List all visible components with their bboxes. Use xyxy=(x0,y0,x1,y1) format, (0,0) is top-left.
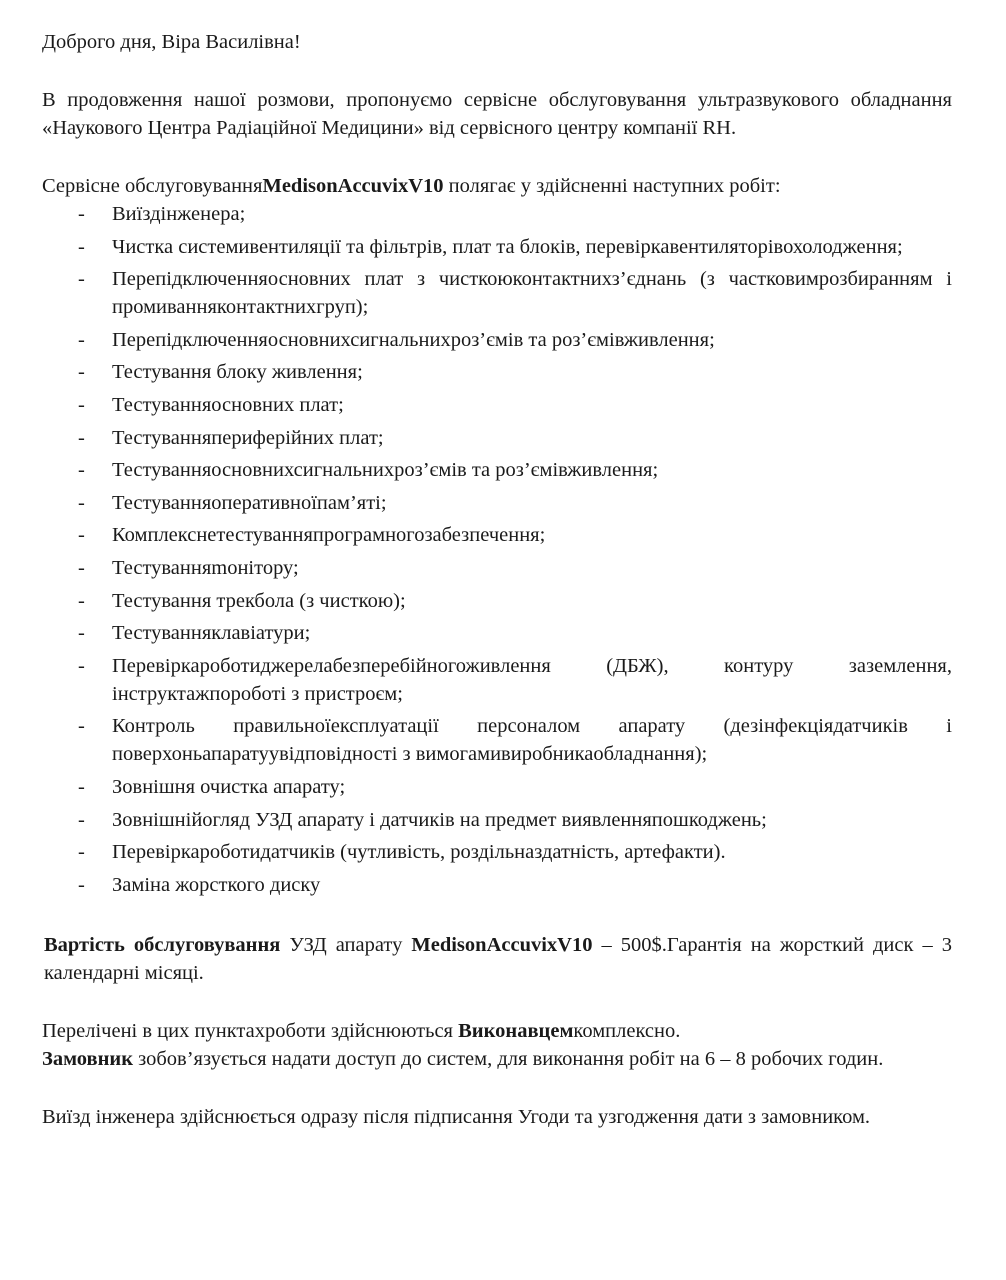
list-item-text: Перевіркароботидатчиків (чутливість, роздільназдатність, артефакти). xyxy=(112,841,726,864)
customer-suffix: зобов’язується надати доступ до систем, для виконання робіт на 6 – 8 робочих годин. xyxy=(133,1047,884,1070)
list-item-text: Перепідключенняосновних плат з чисткоюконтактнихз’єднань (з частковимрозбиранням і промиванняконтактнихгруп); xyxy=(112,268,952,319)
list-item xyxy=(42,554,952,582)
dash-bullet: - xyxy=(78,328,85,351)
device-name: MedisonAccuvixV10 xyxy=(262,175,444,197)
dash-bullet: - xyxy=(78,524,85,547)
list-item-text: Зовнішня очистка апарату; xyxy=(112,775,346,798)
list-item-text: Тестуванняоперативноїпам’яті; xyxy=(112,491,387,514)
departure-paragraph: Виїзд інженера здійснюється одразу після підписання Угоди та узгодження дати з замовником. xyxy=(42,1105,871,1128)
cost-label: Вартість обслуговування xyxy=(44,933,281,956)
list-item-text: Тестуванняmонітору; xyxy=(112,556,299,579)
dash-bullet: - xyxy=(78,203,85,225)
dash-bullet: - xyxy=(78,775,85,798)
list-item xyxy=(42,521,952,549)
list-item xyxy=(42,358,952,386)
list-item xyxy=(42,806,952,834)
list-item xyxy=(42,200,952,228)
list-item-text: Зовнішнійогляд УЗД апарату і датчиків на предмет виявленняпошкоджень; xyxy=(112,808,767,831)
cost-middle: УЗД апарату xyxy=(280,933,412,956)
dash-bullet: - xyxy=(78,841,85,864)
dash-bullet: - xyxy=(78,459,85,482)
done-prefix: Перелічені в цих пунктахроботи здійснюються xyxy=(42,1019,459,1042)
dash-bullet: - xyxy=(78,361,85,384)
works-lead xyxy=(42,172,952,200)
list-item xyxy=(42,712,952,768)
list-item xyxy=(42,652,952,708)
list-item xyxy=(42,773,952,801)
list-item-text: Перевіркароботиджерелабезперебійногоживлення (ДБЖ), контуру заземлення, інструктажпороботі з пристроєм; xyxy=(112,654,952,705)
dash-bullet: - xyxy=(78,715,85,738)
list-item xyxy=(42,233,952,261)
list-item xyxy=(42,265,952,321)
dash-bullet: - xyxy=(78,393,85,416)
list-item-text: Тестування блоку живлення; xyxy=(112,361,363,384)
cost-paragraph xyxy=(42,931,952,987)
list-item-text: Тестуванняклавіатури; xyxy=(112,622,311,645)
list-item xyxy=(42,838,952,866)
dash-bullet: - xyxy=(78,426,85,449)
list-item xyxy=(42,587,952,615)
list-item-text: Тестуванняпериферійних плат; xyxy=(112,426,384,449)
lead-suffix: полягає у здійсненні наступних робіт: xyxy=(443,175,781,197)
dash-bullet: - xyxy=(78,808,85,831)
list-item-text: Тестуванняосновних плат; xyxy=(112,393,344,416)
dash-bullet: - xyxy=(78,556,85,579)
list-item-text: Перепідключенняосновнихсигнальнихроз’ємів та роз’ємівживлення; xyxy=(112,328,715,351)
dash-bullet: - xyxy=(78,873,85,896)
list-item xyxy=(42,871,952,899)
list-item-text: Тестування трекбола (з чисткою); xyxy=(112,589,406,612)
customer-term: Замовник xyxy=(42,1047,134,1070)
customer-paragraph xyxy=(42,1045,952,1073)
list-item xyxy=(42,391,952,419)
dash-bullet: - xyxy=(78,491,85,514)
cost-device: MedisonAccuvixV10 xyxy=(411,933,593,956)
done-suffix: комплексно. xyxy=(573,1019,681,1042)
list-item-text: Комплекснетестуванняпрограмногозабезпечення; xyxy=(112,524,546,547)
cost-suffix: – 500$.Гарантія на жорсткий диск – 3 календарні місяці. xyxy=(44,933,953,984)
list-item xyxy=(42,619,952,647)
greeting: Доброго дня, Віра Василівна! xyxy=(42,31,301,53)
list-item-text: Контроль правильноїексплуатації персоналом апарату (дезінфекціядатчиків і поверхоньапаратуувідповідності з вимогамивиробникаобладнання); xyxy=(112,715,952,766)
dash-bullet: - xyxy=(78,622,85,645)
dash-bullet: - xyxy=(78,235,85,258)
intro-paragraph: В продовження нашої розмови, пропонуємо сервісне обслуговування ультразвукового обладнання «Наукового Центра Радіаційної Медицини» від сервісного центру компанії RH. xyxy=(42,89,952,139)
executor-term: Виконавцем xyxy=(458,1019,574,1042)
done-paragraph xyxy=(42,1017,952,1045)
dash-bullet: - xyxy=(78,589,85,612)
lead-prefix: Сервісне обслуговування xyxy=(42,175,263,197)
list-item xyxy=(42,489,952,517)
list-item-text: Заміна жорсткого диску xyxy=(112,873,321,896)
list-item xyxy=(42,456,952,484)
dash-bullet: - xyxy=(78,654,85,677)
works-list xyxy=(42,200,952,899)
list-item-text: Тестуванняосновнихсигнальнихроз’ємів та роз’ємівживлення; xyxy=(112,459,659,482)
list-item-text: Чистка системивентиляції та фільтрів, плат та блоків, перевіркавентиляторівохолодження; xyxy=(112,235,903,258)
list-item xyxy=(42,326,952,354)
dash-bullet: - xyxy=(78,268,85,291)
list-item-text: Виїздінженера; xyxy=(112,203,246,225)
list-item xyxy=(42,424,952,452)
